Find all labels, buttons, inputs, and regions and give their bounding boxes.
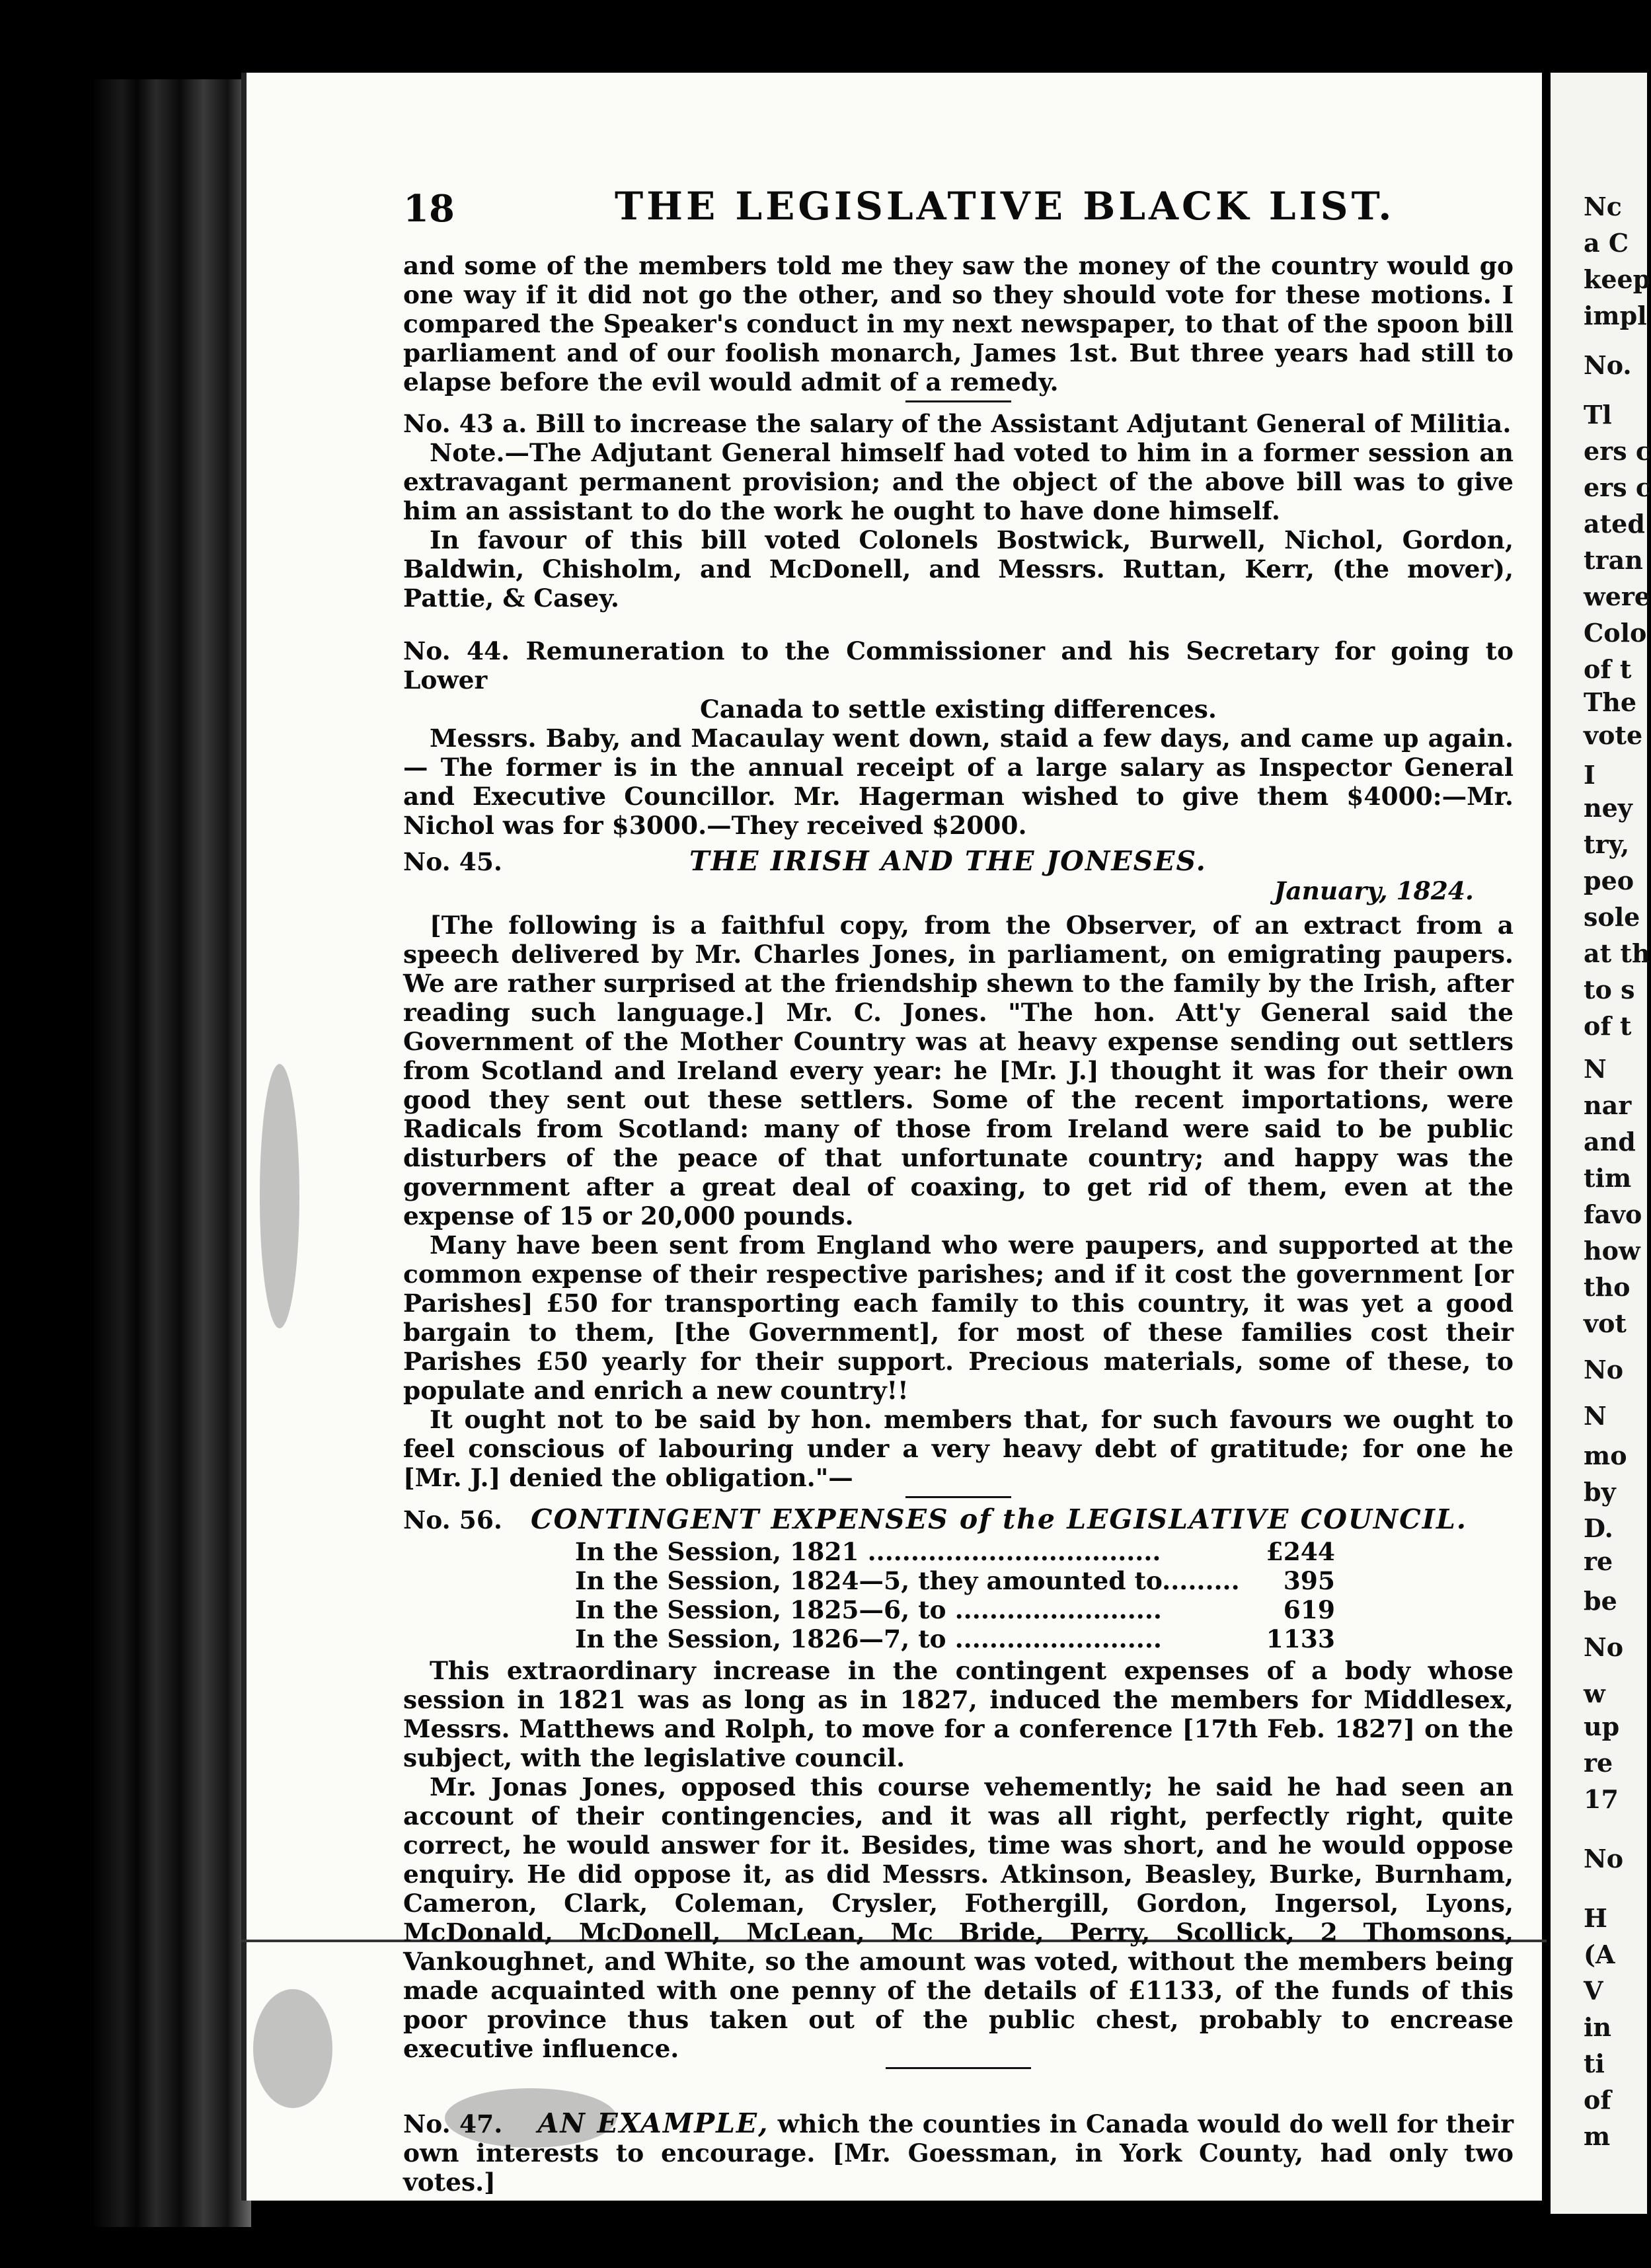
expense-row xyxy=(575,1537,1335,1566)
right-page-fragment: ated xyxy=(1584,509,1645,539)
right-page-fragment: V xyxy=(1584,1976,1603,2006)
right-page-fragment: vote xyxy=(1584,720,1643,750)
item-44-title-line1: Remuneration to the Commissioner and his Secretary for going to Lower xyxy=(403,636,1514,695)
right-page-fragment: ti xyxy=(1584,2049,1605,2078)
expense-amount: 395 xyxy=(1283,1566,1335,1595)
item-45-date: January, 1824. xyxy=(1274,876,1474,905)
item-44-text: Messrs. Baby, and Macaulay went down, staid a few days, and came up again.— The former is in the annual receipt of a large salary as Inspector General and Executive Councillor. Mr. Hagerman wished to give them $4000:—Mr. Nichol was for $3000.—They received $2000. xyxy=(403,724,1514,840)
item-43a-title: Bill to increase the salary of the Assistant Adjutant General of Militia. xyxy=(535,409,1512,438)
item-43a-note: Note.—The Adjutant General himself had voted to him in a former session an extravagant permanent provision; and the object of the above bill was to give him an assistant to do the work he ought to have done himself. xyxy=(403,438,1514,525)
right-page-fragment: vot xyxy=(1584,1308,1627,1338)
running-title: THE LEGISLATIVE BLACK LIST. xyxy=(615,184,1395,229)
item-46-para2: Mr. Jonas Jones, opposed this course vehemently; he said he had seen an account of their contingencies, and it was all right, perfectly right, quite correct, he would answer for it. Besides, time was short, and he would oppose enquiry. He did oppose it, as did Messrs. Atkinson, Beasley, Burke, Burnham, Cameron, Clark, Coleman, Crysler, Fothergill, Gordon, Ingersol, Lyons, McDonald, McDonell, McLean, Mc Bride, Perry, Scollick, 2 Thomsons, Vankoughnet, and White, so the amount was voted, without the members being made acquainted with one penny of the details of £1133, of the funds of this poor province thus taken out of the public chest, probably to encrease executive influence. xyxy=(403,1772,1514,2063)
item-46-title: CONTINGENT EXPENSES of the LEGISLATIVE COUNCIL. xyxy=(531,1503,1468,1535)
right-page-fragment: No xyxy=(1584,1355,1624,1384)
right-page-fragment: of xyxy=(1584,2085,1611,2115)
right-page-fragment: sole xyxy=(1584,902,1640,932)
right-page-fragment: tran xyxy=(1584,545,1643,575)
right-page-fragment: try, xyxy=(1584,829,1630,859)
item-46-number: No. 56. xyxy=(403,1505,502,1534)
right-page-fragment: m xyxy=(1584,2121,1611,2151)
right-page-fragment: ers c xyxy=(1584,436,1651,466)
running-header xyxy=(403,178,1514,251)
continuation-text: and some of the members told me they saw the money of the country would go one way if it did not go the other, and so they should vote for these motions. I compared the Speaker's conduct in my next newspaper, to that of the spoon bill parliament and of our foolish monarch, James 1st. But three years had still to elapse before the evil would admit of a remedy. xyxy=(403,251,1514,397)
item-47-paragraph xyxy=(403,2109,1514,2197)
expense-amount: 619 xyxy=(1283,1595,1335,1624)
expense-label: In the Session, 1826—7, to ........................ xyxy=(575,1624,1162,1653)
right-page-fragment: tim xyxy=(1584,1163,1632,1193)
right-page-fragment: favo xyxy=(1584,1199,1642,1229)
right-page-fragment: of t xyxy=(1584,1011,1632,1041)
right-page-fragment: H xyxy=(1584,1903,1607,1933)
expense-row xyxy=(575,1566,1335,1595)
right-page-fragment: (A xyxy=(1584,1940,1615,1969)
right-page-fragment: a C xyxy=(1584,228,1629,258)
scan-border-top xyxy=(0,0,1643,66)
page-content xyxy=(403,178,1514,2197)
item-44-heading xyxy=(403,636,1514,695)
right-page-fragment: in xyxy=(1584,2012,1612,2042)
separator-rule xyxy=(905,1496,1011,1498)
item-45-para1: [The following is a faithful copy, from the Observer, of an extract from a speech delivered by Mr. Charles Jones, in parliament, on emigrating paupers. We are rather surprised at the friendship shewn to the family by the Irish, after reading such language.] Mr. C. Jones. "The hon. Att'y General said the Government of the Mother Country was at heavy expense sending out settlers from Scotland and Ireland every year: he [Mr. J.] thought it was for their own good they sent out these settlers. Some of the recent importations, were Radicals from Scotland: many of those from Ireland were said to be public disturbers of the peace of that unfortunate country; and happy was the government after a great deal of coaxing, to get rid of them, even at the expense of 15 or 20,000 pounds. xyxy=(403,911,1514,1230)
right-page-fragment: No. xyxy=(1584,350,1632,380)
item-46-para1: This extraordinary increase in the contingent expenses of a body whose session in 1821 was as long as in 1827, induced the members for Middlesex, Messrs. Matthews and Rolph, to move for a conference [17th Feb. 1827] on the subject, with the legislative council. xyxy=(403,1656,1514,1772)
page-stain xyxy=(260,1064,299,1328)
expense-label: In the Session, 1825—6, to ........................ xyxy=(575,1595,1162,1624)
item-45-para2: Many have been sent from England who were paupers, and supported at the common expense of their respective parishes; and if it cost the government [or Parishes] £50 for transporting each family to this country, it was yet a good bargain to them, [the Government], for most of these families cost their Parishes £50 yearly for their support. Precious materials, some of these, to populate and enrich a new country!! xyxy=(403,1230,1514,1405)
right-page-fragment: w xyxy=(1584,1679,1605,1708)
right-page-fragment: re xyxy=(1584,1546,1613,1576)
right-page-fragment: ers c xyxy=(1584,472,1651,502)
right-page-fragment: tho xyxy=(1584,1272,1631,1302)
book-spine-shadow xyxy=(93,79,251,2227)
item-45-number: No. 45. xyxy=(403,847,502,876)
item-44-title-line2: Canada to settle existing differences. xyxy=(700,695,1217,724)
right-page-fragment: impl xyxy=(1584,301,1647,330)
item-46-heading xyxy=(403,1505,1514,1534)
right-page-fragment: and xyxy=(1584,1127,1636,1156)
page-number: 18 xyxy=(403,187,455,231)
expense-row xyxy=(575,1624,1335,1653)
separator-rule xyxy=(886,2067,1031,2069)
item-43a-heading xyxy=(403,409,1514,438)
right-page-fragment: up xyxy=(1584,1712,1620,1741)
right-page-fragment: Tl xyxy=(1584,400,1612,430)
right-page-fragment: The xyxy=(1584,687,1637,717)
separator-rule xyxy=(905,400,1011,402)
expense-amount: 1133 xyxy=(1266,1624,1335,1653)
right-page-fragment: D. xyxy=(1584,1513,1613,1543)
right-page-fragment: N xyxy=(1584,1054,1607,1084)
right-page-fragment: peo xyxy=(1584,866,1634,895)
right-page-fragment: Nc xyxy=(1584,192,1622,221)
item-45-title: THE IRISH AND THE JONESES. xyxy=(689,845,1207,877)
right-page-fragment: to s xyxy=(1584,975,1635,1004)
right-page-fragment: of t xyxy=(1584,654,1632,684)
expense-label: In the Session, 1821 .................................. xyxy=(575,1537,1161,1566)
item-44-number: No. 44. xyxy=(403,636,510,665)
right-page-fragment: 17 xyxy=(1584,1784,1619,1814)
expense-label: In the Session, 1824—5, they amounted to......... xyxy=(575,1566,1240,1595)
right-page-fragment: ney xyxy=(1584,793,1632,823)
expense-row xyxy=(575,1595,1335,1624)
item-45-para3: It ought not to be said by hon. members that, for such favours we ought to feel conscious of labouring under a very heavy debt of gratitude; for one he [Mr. J.] denied the obligation."— xyxy=(403,1405,1514,1492)
right-page-fragment: re xyxy=(1584,1748,1613,1778)
right-page-fragment: how xyxy=(1584,1236,1640,1266)
right-page-fragment: No xyxy=(1584,1844,1624,1873)
right-page-fragment: I xyxy=(1584,760,1595,790)
right-page-fragment: nar xyxy=(1584,1090,1632,1120)
page-stain xyxy=(253,1989,332,2108)
right-page-fragment: keep xyxy=(1584,264,1651,294)
item-47-number: No. 47. xyxy=(403,2109,503,2138)
right-page-fragment: by xyxy=(1584,1477,1616,1507)
right-page-fragment: mo xyxy=(1584,1441,1627,1470)
right-page-fragment: No xyxy=(1584,1632,1624,1662)
item-45-heading xyxy=(403,847,1514,876)
right-page-edge xyxy=(1547,73,1651,2214)
item-47-title: AN EXAMPLE, xyxy=(537,2107,769,2139)
expense-amount: £244 xyxy=(1266,1537,1335,1566)
item-47-text: which the counties in Canada would do well for their own interests to encourage. [Mr. Goessman, in York County, had only two votes.] xyxy=(403,2109,1514,2197)
right-page-fragment: N xyxy=(1584,1401,1607,1431)
right-page-fragment: were xyxy=(1584,582,1651,611)
item-43a-votes: In favour of this bill voted Colonels Bostwick, Burwell, Nichol, Gordon, Baldwin, Chisholm, and McDonell, and Messrs. Ruttan, Kerr, (the mover), Pattie, & Casey. xyxy=(403,525,1514,613)
right-page-fragment: be xyxy=(1584,1586,1617,1616)
right-page-fragment: Colo xyxy=(1584,618,1647,648)
right-page-fragment: at th xyxy=(1584,938,1650,968)
expenses-table xyxy=(575,1537,1335,1653)
item-43a-number: No. 43 a. xyxy=(403,409,527,438)
